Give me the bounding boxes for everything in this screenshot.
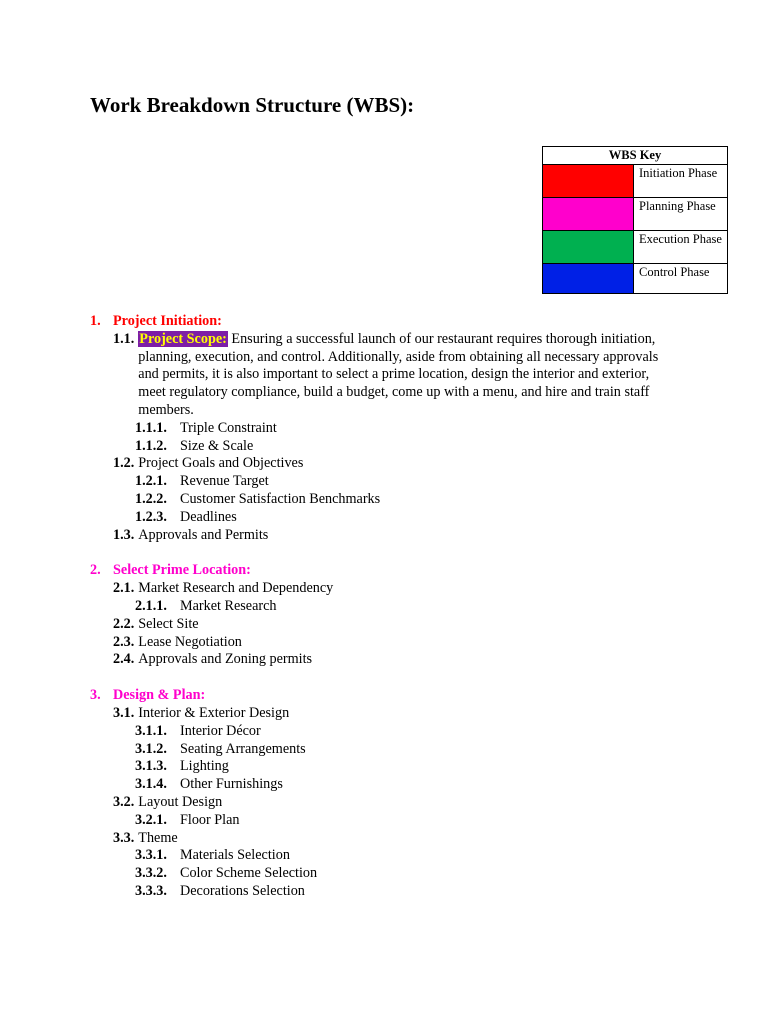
item-number: 3.3.	[113, 829, 135, 846]
subitem-number: 1.1.1.	[135, 419, 167, 436]
wbs-subitem	[0, 598, 768, 616]
section-heading	[0, 313, 768, 331]
subitem-label: Customer Satisfaction Benchmarks	[180, 490, 381, 507]
subitem-number: 3.1.3.	[135, 758, 167, 775]
subitem-number: 3.1.2.	[135, 740, 167, 757]
subitem-label: Triple Constraint	[180, 419, 277, 436]
wbs-key-table	[542, 146, 728, 294]
planning-phase-label: Planning Phase	[634, 198, 728, 231]
wbs-section	[0, 313, 768, 544]
item-label: Market Research and Dependency	[138, 580, 334, 597]
item-number: 2.2.	[113, 615, 135, 632]
wbs-subitem	[0, 741, 768, 759]
item-label: Approvals and Permits	[138, 526, 269, 543]
subitem-number: 3.2.1.	[135, 811, 167, 828]
item-label: Lease Negotiation	[138, 633, 242, 650]
subitem-label: Color Scheme Selection	[180, 865, 318, 882]
item-number: 2.3.	[113, 633, 135, 650]
subitem-label: Lighting	[180, 758, 229, 775]
item-label: Layout Design	[138, 793, 223, 810]
wbs-subitem	[0, 883, 768, 901]
wbs-item	[0, 616, 768, 634]
section-heading	[0, 687, 768, 705]
execution-phase-label: Execution Phase	[634, 231, 728, 264]
item-label: Project Goals and Objectives	[138, 455, 304, 472]
item-number: 1.3.	[113, 526, 135, 543]
item-label: Theme	[138, 829, 178, 846]
wbs-subitem	[0, 776, 768, 794]
highlighted-label: Project Scope:	[139, 330, 227, 347]
wbs-subitem	[0, 865, 768, 883]
subitem-number: 1.2.3.	[135, 508, 167, 525]
item-number: 2.4.	[113, 651, 135, 668]
item-number: 2.1.	[113, 580, 135, 597]
subitem-label: Other Furnishings	[180, 776, 283, 793]
item-number: 3.2.	[113, 793, 135, 810]
subitem-label: Size & Scale	[180, 437, 254, 454]
wbs-item	[0, 331, 768, 420]
wbs-item	[0, 634, 768, 652]
wbs-item	[0, 705, 768, 723]
wbs-subitem	[0, 509, 768, 527]
subitem-label: Market Research	[180, 597, 277, 614]
control-color-swatch	[543, 264, 634, 294]
wbs-outline	[0, 313, 768, 919]
item-label: Approvals and Zoning permits	[138, 651, 313, 668]
section-number: 1.	[90, 313, 101, 329]
wbs-subitem	[0, 420, 768, 438]
subitem-number: 1.2.1.	[135, 473, 167, 490]
section-title: Select Prime Location:	[113, 562, 251, 579]
subitem-number: 3.3.2.	[135, 865, 167, 882]
subitem-number: 3.1.1.	[135, 722, 167, 739]
page-title: Work Breakdown Structure (WBS):	[90, 93, 415, 117]
section-number: 3.	[90, 687, 101, 704]
section-heading	[0, 562, 768, 580]
planning-color-swatch	[543, 198, 634, 231]
wbs-key-header: WBS Key	[543, 147, 728, 165]
subitem-label: Revenue Target	[180, 473, 269, 490]
wbs-subitem	[0, 723, 768, 741]
wbs-subitem	[0, 473, 768, 491]
wbs-subitem	[0, 491, 768, 509]
subitem-number: 2.1.1.	[135, 597, 167, 614]
wbs-item	[0, 455, 768, 473]
wbs-section	[0, 687, 768, 901]
wbs-item	[0, 527, 768, 545]
subitem-number: 3.3.1.	[135, 847, 167, 864]
initiation-color-swatch	[543, 165, 634, 198]
wbs-subitem	[0, 438, 768, 456]
subitem-number: 1.1.2.	[135, 437, 167, 454]
initiation-phase-label: Initiation Phase	[634, 165, 728, 198]
subitem-number: 3.1.4.	[135, 776, 167, 793]
control-phase-label: Control Phase	[634, 264, 728, 294]
item-label: Interior & Exterior Design	[138, 704, 290, 721]
subitem-number: 1.2.2.	[135, 490, 167, 507]
subitem-label: Seating Arrangements	[180, 740, 306, 757]
wbs-item	[0, 651, 768, 669]
section-number: 2.	[90, 562, 101, 579]
subitem-label: Materials Selection	[180, 847, 290, 864]
wbs-subitem	[0, 758, 768, 776]
item-label: Select Site	[138, 615, 199, 632]
subitem-number: 3.3.3.	[135, 882, 167, 899]
wbs-item	[0, 830, 768, 848]
subitem-label: Floor Plan	[180, 811, 240, 828]
wbs-section	[0, 562, 768, 669]
description-text: Ensuring a successful launch of our restaurant requires thorough initiation, planning, execution, and control. Additionally, aside from obtaining all necessary approvals and permits, it is also important to select a prime location, design the interior and exterior, meet regulatory compliance, build a budget, come up with a menu, and hire and train staff members.	[138, 330, 659, 418]
execution-color-swatch	[543, 231, 634, 264]
item-number: 1.1.	[113, 330, 135, 347]
wbs-subitem	[0, 847, 768, 865]
section-title: Project Initiation:	[113, 313, 222, 329]
subitem-label: Interior Décor	[180, 722, 261, 739]
section-title: Design & Plan:	[113, 687, 206, 704]
wbs-item	[0, 794, 768, 812]
subitem-label: Decorations Selection	[180, 882, 305, 899]
item-description	[138, 331, 658, 420]
subitem-label: Deadlines	[180, 508, 237, 525]
wbs-subitem	[0, 812, 768, 830]
item-number: 1.2.	[113, 455, 135, 472]
item-number: 3.1.	[113, 704, 135, 721]
wbs-item	[0, 580, 768, 598]
